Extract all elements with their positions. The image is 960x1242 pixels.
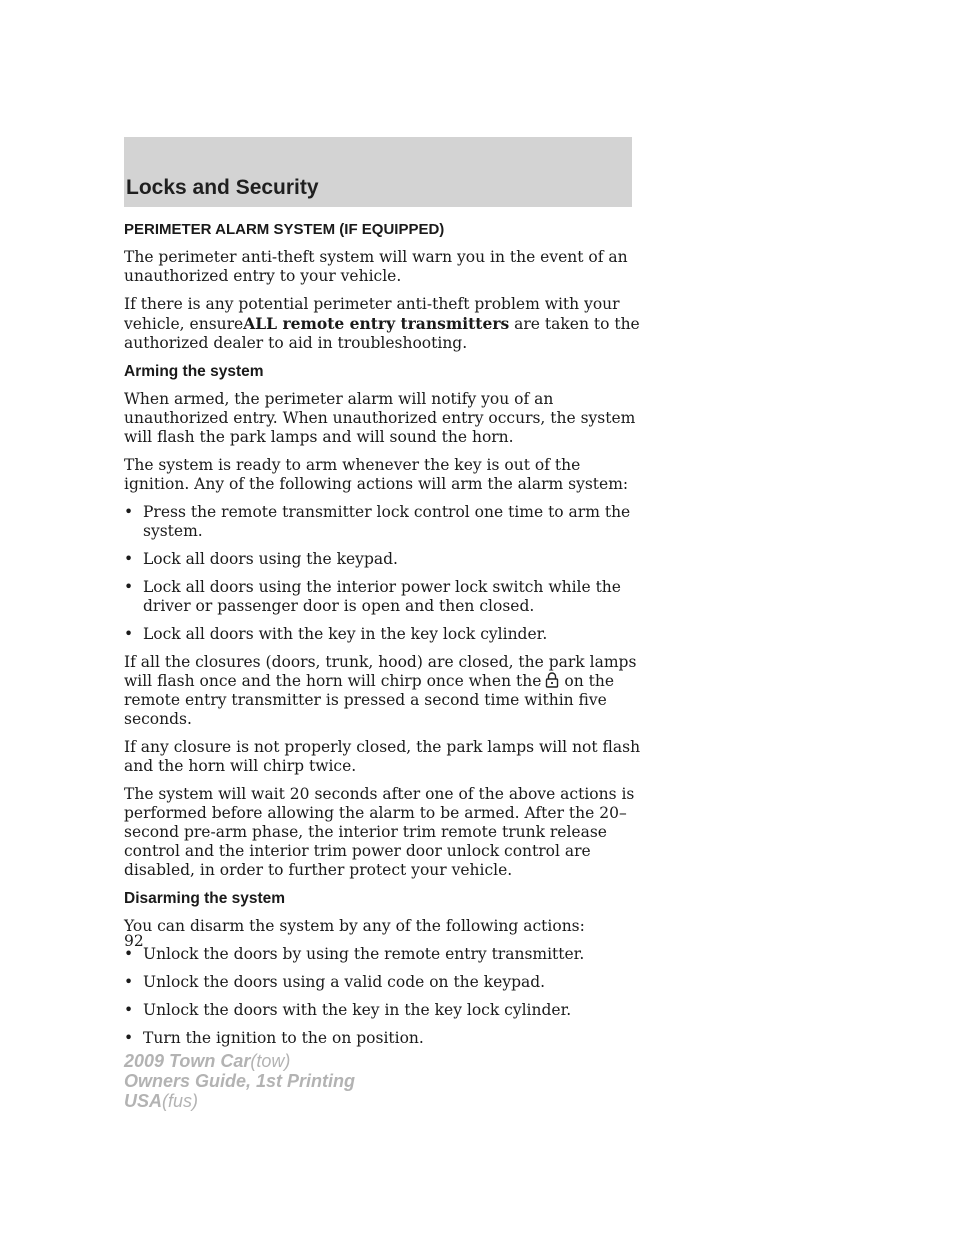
list-item-text: Press the remote transmitter lock control one time to arm the system. (143, 503, 631, 540)
page-title: Locks and Security (126, 176, 319, 199)
disarming-paragraph-1: You can disarm the system by any of the following actions: (124, 917, 585, 935)
bullet-glyph: • (124, 945, 134, 963)
list-item (124, 625, 644, 644)
section-heading: PERIMETER ALARM SYSTEM (IF EQUIPPED) (124, 221, 445, 238)
list-item (124, 945, 644, 964)
footer-line-1 (124, 1051, 355, 1071)
list-item-text: Turn the ignition to the on position. (143, 1029, 424, 1047)
lock-icon (543, 672, 561, 688)
list-item-text: Unlock the doors using a valid code on the keypad. (143, 973, 546, 991)
arming-paragraph-5: The system will wait 20 seconds after one of the above actions is performed before allowing the alarm to be armed. After the 20–second pre-arm phase, the interior trim remote trunk release control and the interior trim power door unlock control are disabled, in order to further protect your vehicle. (124, 785, 635, 879)
footer-line-2: Owners Guide, 1st Printing (124, 1071, 356, 1091)
bullet-glyph: • (124, 625, 134, 643)
footer-market-code: (fus) (162, 1091, 199, 1111)
intro-paragraph: The perimeter anti-theft system will warn you in the event of an unauthorized entry to your vehicle. (124, 248, 628, 285)
arming-paragraph-1: When armed, the perimeter alarm will notify you of an unauthorized entry. When unauthorized entry occurs, the system will flash the park lamps and will sound the horn. (124, 390, 636, 446)
bullet-glyph: • (124, 503, 134, 521)
ensure-text-post: are taken to the authorized dealer to aid in troubleshooting. (124, 315, 640, 352)
list-item (124, 550, 644, 569)
footer-imprint (124, 1051, 355, 1111)
list-item-text: Lock all doors with the key in the key lock cylinder. (143, 625, 548, 643)
list-item (124, 1029, 644, 1048)
bullet-glyph: • (124, 1001, 134, 1019)
list-item (124, 503, 644, 541)
bullet-glyph: • (124, 973, 134, 991)
bullet-glyph: • (124, 578, 134, 596)
list-item (124, 578, 644, 616)
footer-model: 2009 Town Car (124, 1051, 251, 1071)
bullet-glyph: • (124, 1029, 134, 1047)
main-content (124, 220, 644, 1057)
ensure-text-bold: ALL remote entry transmitters (243, 314, 510, 333)
footer-market: USA (124, 1091, 163, 1111)
arming-heading: Arming the system (124, 363, 264, 380)
arming-p3-post: on the remote entry transmitter is pressed a second time within five seconds. (124, 672, 615, 728)
page-number: 92 (124, 932, 144, 950)
ensure-paragraph (124, 295, 644, 353)
arming-paragraph-3 (124, 653, 644, 729)
list-item-text: Unlock the doors with the key in the key lock cylinder. (143, 1001, 572, 1019)
list-item (124, 1001, 644, 1020)
footer-line-3 (124, 1091, 355, 1111)
arming-paragraph-4: If any closure is not properly closed, the park lamps will not flash and the horn will chirp twice. (124, 738, 641, 775)
list-item-text: Lock all doors using the interior power lock switch while the driver or passenger door is open and then closed. (143, 578, 621, 615)
list-item-text: Unlock the doors by using the remote entry transmitter. (143, 945, 585, 963)
arming-paragraph-2: The system is ready to arm whenever the key is out of the ignition. Any of the following actions will arm the alarm system: (124, 456, 629, 493)
bullet-glyph: • (124, 550, 134, 568)
disarming-heading: Disarming the system (124, 890, 286, 907)
ensure-text-pre: If there is any potential perimeter anti-theft problem with your vehicle, ensure (124, 295, 620, 333)
footer-model-code: (tow) (250, 1051, 291, 1071)
list-item (124, 973, 644, 992)
list-item-text: Lock all doors using the keypad. (143, 550, 398, 568)
arming-p3-pre: If all the closures (doors, trunk, hood) are closed, the park lamps will flash once and the horn will chirp once when the (124, 653, 637, 690)
